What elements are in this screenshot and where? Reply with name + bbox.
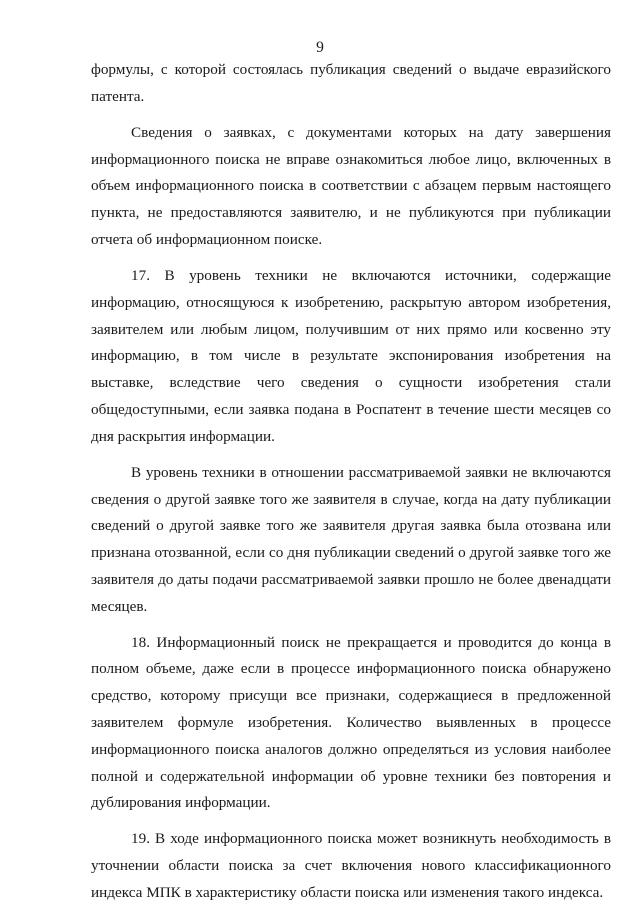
paragraph-clause-17-second: В уровень техники в отношении рассматриваемой заявки не включаются сведения о другой заявке того же заявителя в случае, когда на дату публикации сведений о другой заявке того же заявителя другая заявка была отозвана или признана отозванной, если со дня публикации сведений о другой заявке того же заявителя до даты подачи рассматриваемой заявки прошло не более двенадцати месяцев.	[91, 463, 611, 615]
paragraph-clause-18: 18. Информационный поиск не прекращается и проводится до конца в полном объеме, даже если в процессе информационного поиска обнаружено средство, которому присущи все признаки, содержащиеся в предложенной заявителем формуле изобретения. Количество выявленных в процессе информационного поиска аналогов должно определяться из условия наиболее полной и содержательной информации об уровне техники без повторения и дублирования информации.	[91, 633, 611, 812]
paragraph-search-results-info: Сведения о заявках, с документами которых на дату завершения информационного поиска не вправе ознакомиться любое лицо, включенных в объем информационного поиска в соответствии с абзацем первым настоящего пункта, не предоставляются заявителю, и не публикуются при публикации отчета об информационном поиске.	[91, 123, 611, 248]
paragraph-clause-19: 19. В ходе информационного поиска может возникнуть необходимость в уточнении области поиска за счет включения нового классификационного индекса МПК в характеристику области поиска или изменения такого индекса.	[91, 830, 611, 902]
paragraph-clause-17: 17. В уровень техники не включаются источники, содержащие информацию, относящуюся к изобретению, раскрытую автором изобретения, заявителем или любым лицом, получившим от них прямо или косвенно эту информацию, в том числе в результате экспонирования изобретения на выставке, вследствие чего сведения о сущности изобретения стали общедоступными, если заявка подана в Роспатент в течение шести месяцев со дня раскрытия информации.	[91, 266, 611, 445]
page-number: 9	[316, 39, 324, 56]
document-body	[91, 57, 611, 916]
paragraph-continuation: формулы, с которой состоялась публикация сведений о выдаче евразийского патента.	[91, 61, 611, 105]
